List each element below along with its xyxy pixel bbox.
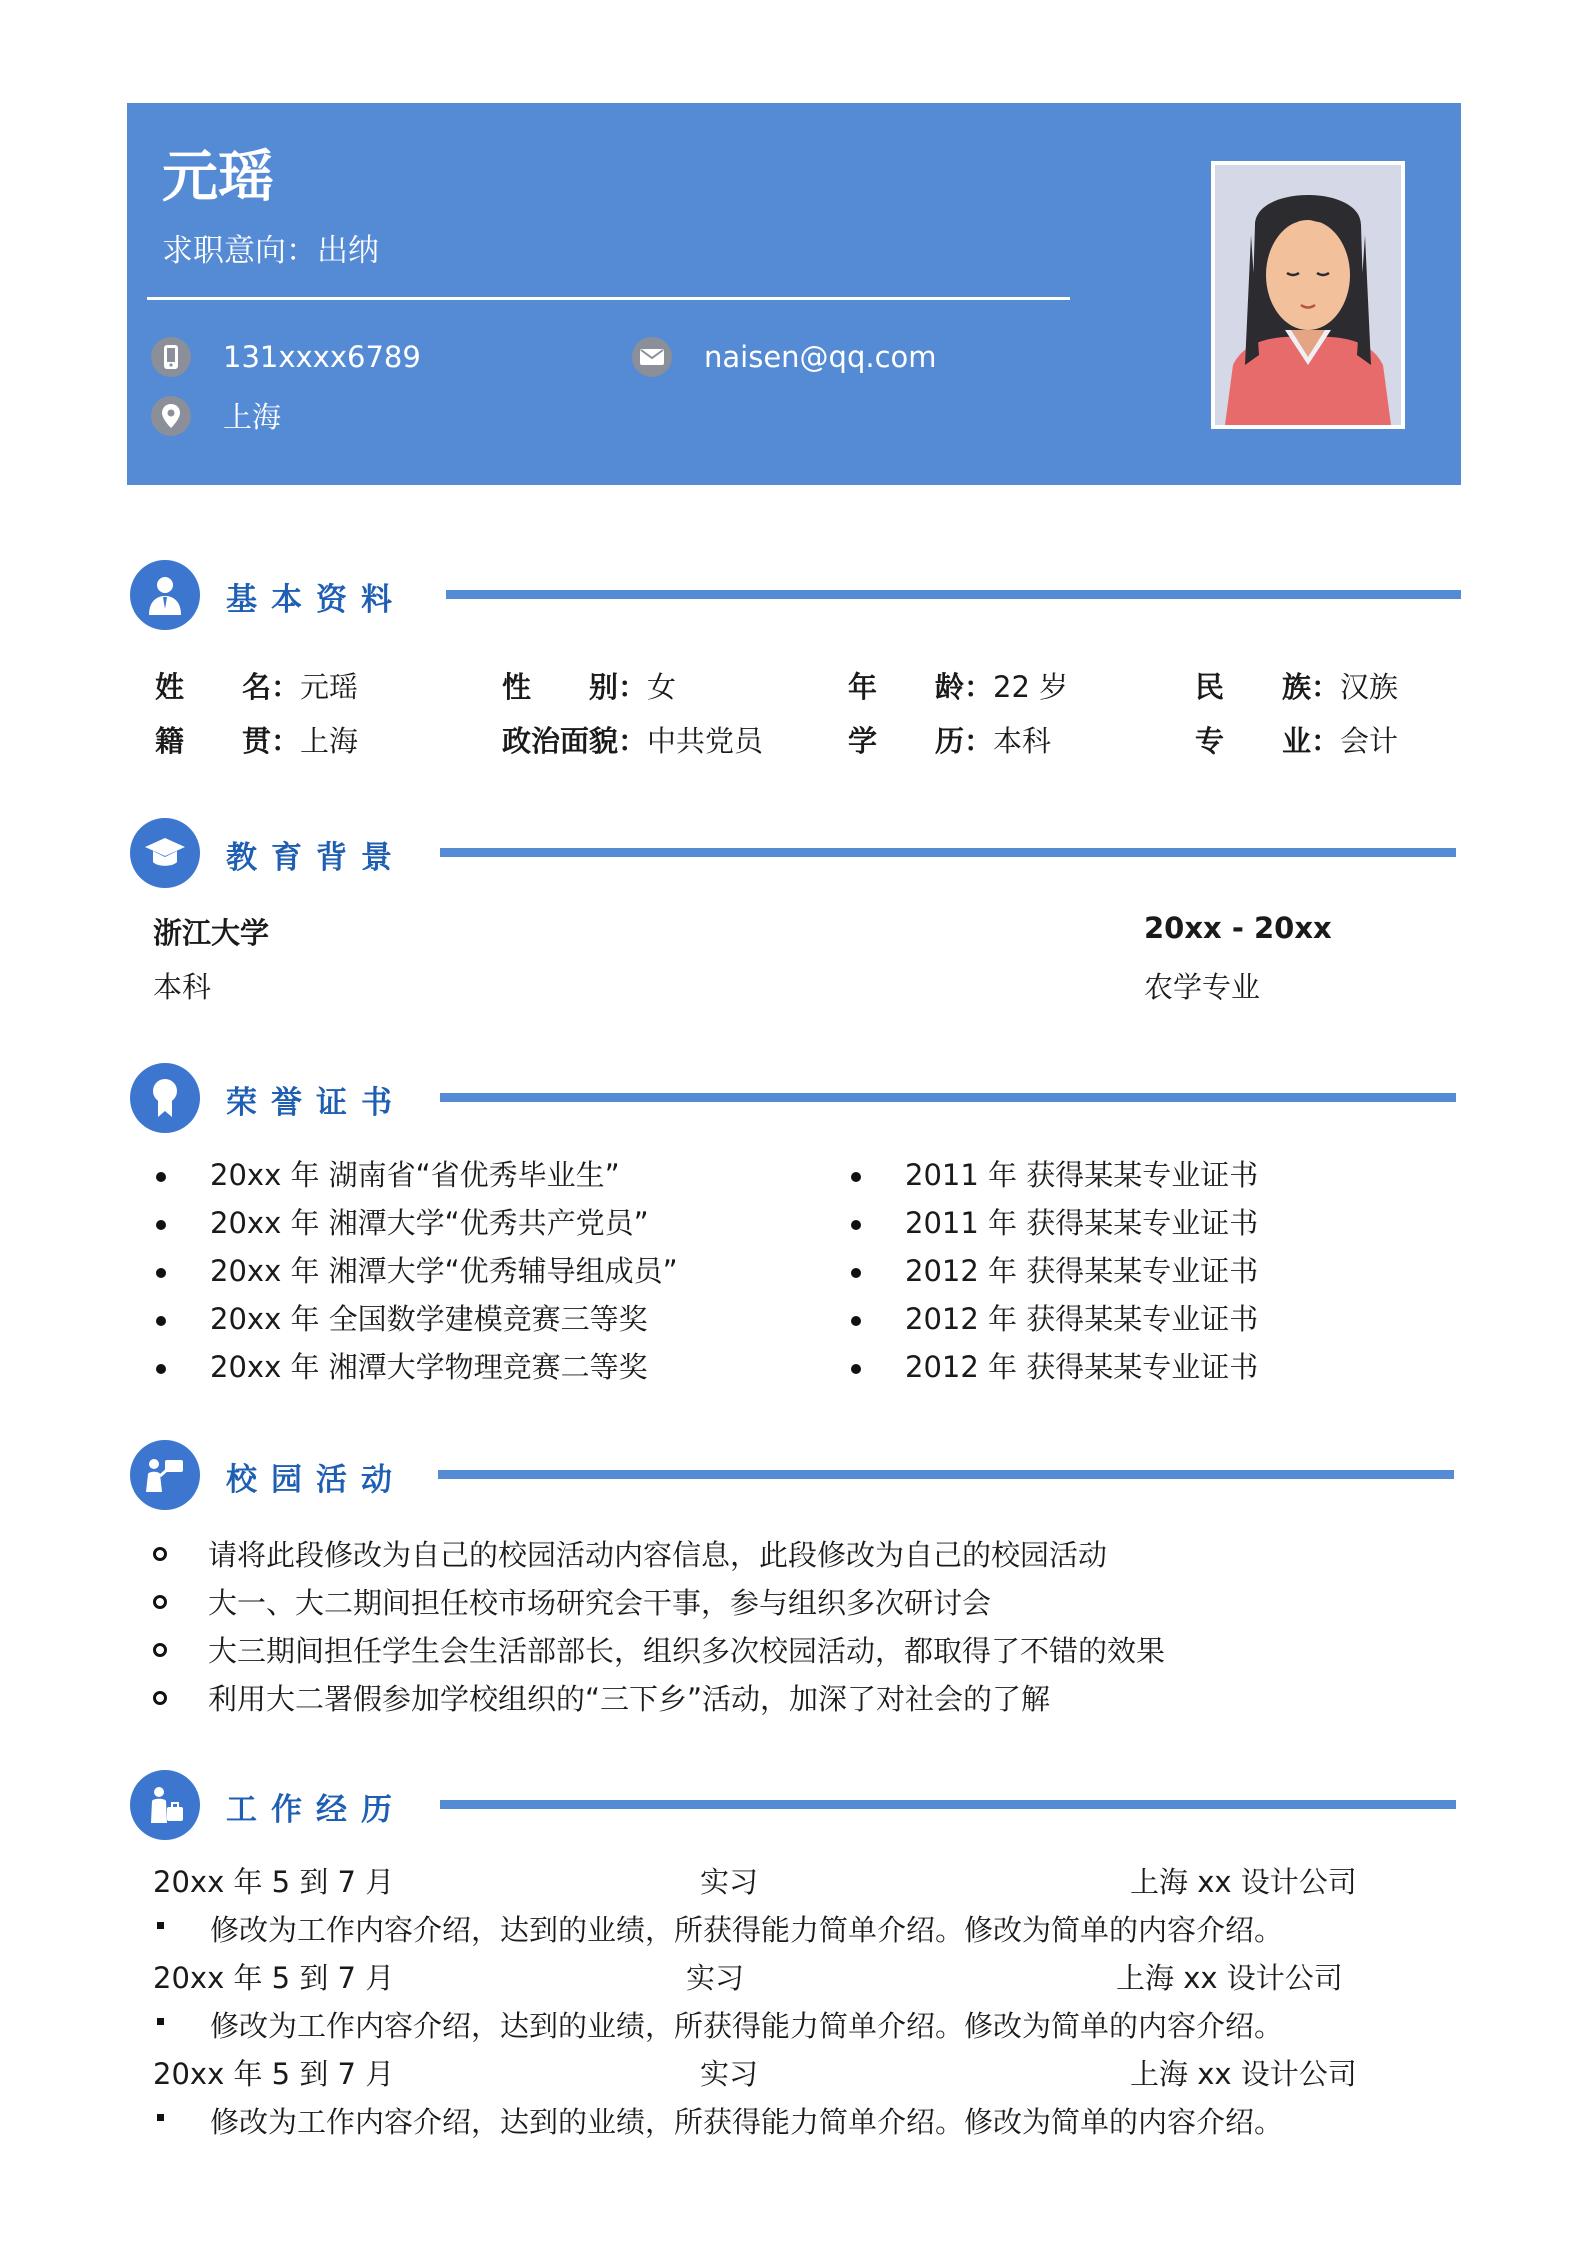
list-item: 20xx 年 湖南省“省优秀毕业生”	[210, 1158, 620, 1192]
section-campus-activities	[130, 1440, 1461, 1510]
work-company: 上海 xx 设计公司	[1130, 2057, 1357, 2091]
bullet	[851, 1172, 861, 1182]
list-item: 20xx 年 湘潭大学物理竞赛二等奖	[210, 1350, 648, 1384]
section-divider	[438, 1470, 1454, 1479]
list-item: 2012 年 获得某某专业证书	[905, 1350, 1259, 1384]
info-ethnicity: 民 族：汉族	[1195, 670, 1399, 704]
list-item: 大一、大二期间担任校市场研究会干事，参与组织多次研讨会	[208, 1586, 992, 1620]
profile-photo	[1211, 161, 1405, 429]
info-gender: 性 别：女	[502, 670, 677, 704]
contact-location	[151, 395, 281, 436]
list-item: 2012 年 获得某某专业证书	[905, 1254, 1259, 1288]
school-name: 浙江大学	[153, 916, 270, 950]
award-ribbon-icon	[130, 1063, 200, 1133]
list-item: 2011 年 获得某某专业证书	[905, 1158, 1259, 1192]
list-item: 20xx 年 湘潭大学“优秀辅导组成员”	[210, 1254, 678, 1288]
list-item: 2012 年 获得某某专业证书	[905, 1302, 1259, 1336]
bullet	[156, 1364, 166, 1374]
bullet	[156, 1220, 166, 1230]
info-age: 年 龄：22 岁	[848, 670, 1069, 704]
bullet	[153, 1691, 167, 1705]
work-description: 修改为工作内容介绍，达到的业绩，所获得能力简单介绍。修改为简单的内容介绍。	[210, 1913, 1284, 1947]
mail-icon	[632, 337, 672, 377]
info-name: 姓 名：元瑶	[155, 670, 359, 704]
bullet	[156, 1316, 166, 1326]
bullet	[851, 1316, 861, 1326]
section-honors	[130, 1063, 1461, 1133]
major-name: 农学专业	[1144, 970, 1261, 1004]
work-period: 20xx 年 5 到 7 月	[153, 1961, 395, 1995]
info-major: 专 业：会计	[1195, 724, 1399, 758]
list-item: 大三期间担任学生会生活部部长，组织多次校园活动，都取得了不错的效果	[208, 1634, 1166, 1668]
section-basic-info	[130, 560, 1461, 630]
bullet	[851, 1268, 861, 1278]
work-description: 修改为工作内容介绍，达到的业绩，所获得能力简单介绍。修改为简单的内容介绍。	[210, 2105, 1284, 2139]
work-role: 实习	[700, 2057, 759, 2091]
work-company: 上海 xx 设计公司	[1116, 1961, 1343, 1995]
section-divider	[440, 1093, 1456, 1102]
list-item: 20xx 年 全国数学建模竞赛三等奖	[210, 1302, 648, 1336]
candidate-name: 元瑶	[162, 145, 274, 210]
list-item: 2011 年 获得某某专业证书	[905, 1206, 1259, 1240]
briefcase-worker-icon	[130, 1770, 200, 1840]
section-title: 教育背景	[226, 840, 406, 876]
contact-phone	[151, 337, 421, 377]
section-divider	[440, 1800, 1456, 1809]
bullet	[153, 1547, 167, 1561]
work-role: 实习	[686, 1961, 745, 1995]
email-address: naisen@qq.com	[704, 340, 937, 374]
info-political: 政治面貌：中共党员	[502, 724, 764, 758]
avatar-illustration	[1215, 165, 1401, 425]
section-title: 校园活动	[226, 1462, 406, 1498]
bullet	[851, 1220, 861, 1230]
work-company: 上海 xx 设计公司	[1130, 1865, 1357, 1899]
work-description: 修改为工作内容介绍，达到的业绩，所获得能力简单介绍。修改为简单的内容介绍。	[210, 2009, 1284, 2043]
section-title: 基本资料	[226, 582, 406, 618]
list-item: 请将此段修改为自己的校园活动内容信息，此段修改为自己的校园活动	[208, 1538, 1108, 1572]
work-period: 20xx 年 5 到 7 月	[153, 2057, 395, 2091]
degree: 本科	[153, 970, 212, 1004]
resume-header	[127, 103, 1461, 485]
job-intent: 求职意向：出纳	[162, 233, 379, 269]
education-period: 20xx - 20xx	[1144, 911, 1332, 945]
bullet	[157, 2114, 164, 2121]
info-education-level: 学 历：本科	[848, 724, 1052, 758]
list-item: 20xx 年 湘潭大学“优秀共产党员”	[210, 1206, 649, 1240]
location-text: 上海	[223, 400, 282, 434]
list-item: 利用大二署假参加学校组织的“三下乡”活动，加深了对社会的了解	[208, 1682, 1051, 1716]
graduation-cap-icon	[130, 818, 200, 888]
bullet	[851, 1364, 861, 1374]
section-divider	[446, 590, 1461, 599]
work-period: 20xx 年 5 到 7 月	[153, 1865, 395, 1899]
location-icon	[151, 396, 191, 436]
work-role: 实习	[700, 1865, 759, 1899]
section-title: 工作经历	[226, 1792, 406, 1828]
section-title: 荣誉证书	[226, 1085, 406, 1121]
person-icon	[130, 560, 200, 630]
contact-email	[632, 337, 937, 377]
activity-people-icon	[130, 1440, 200, 1510]
info-hometown: 籍 贯：上海	[155, 724, 359, 758]
section-divider	[440, 848, 1456, 857]
phone-number: 131xxxx6789	[223, 340, 421, 374]
section-education	[130, 818, 1461, 888]
bullet	[157, 2018, 164, 2025]
header-divider	[147, 297, 1070, 300]
section-work-experience	[130, 1770, 1461, 1840]
bullet	[156, 1268, 166, 1278]
phone-icon	[151, 337, 191, 377]
bullet	[156, 1172, 166, 1182]
bullet	[153, 1643, 167, 1657]
bullet	[157, 1922, 164, 1929]
bullet	[153, 1595, 167, 1609]
